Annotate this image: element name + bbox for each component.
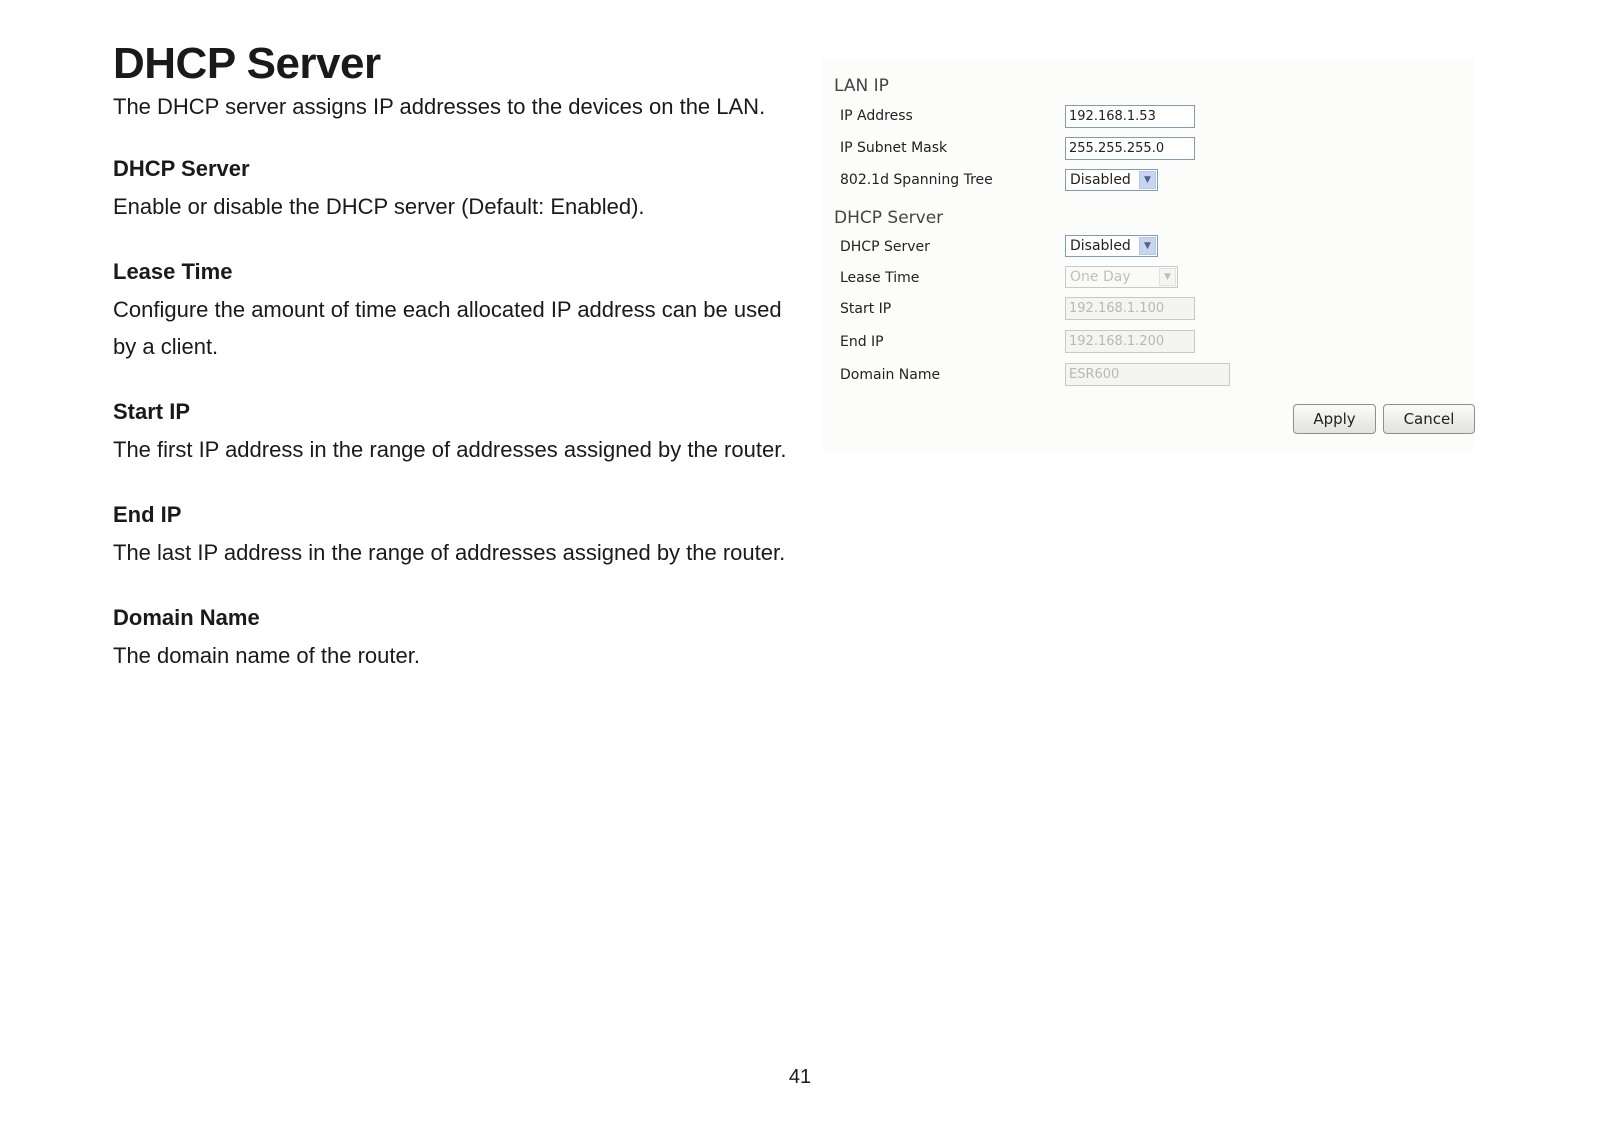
start-ip-label: Start IP (840, 301, 892, 317)
spanning-tree-label: 802.1d Spanning Tree (840, 172, 993, 188)
section-end-ip (113, 500, 793, 571)
end-ip-label: End IP (840, 334, 884, 350)
page-title: DHCP Server (113, 39, 381, 88)
lease-time-label: Lease Time (840, 270, 920, 286)
subnet-mask-field[interactable]: 255.255.255.0 (1065, 137, 1195, 160)
subnet-mask-label: IP Subnet Mask (840, 140, 948, 156)
domain-name-label: Domain Name (840, 367, 941, 383)
ip-address-field[interactable]: 192.168.1.53 (1065, 105, 1195, 128)
lease-time-value: One Day (1070, 269, 1131, 285)
spanning-tree-select[interactable] (1065, 169, 1158, 191)
dhcp-server-select[interactable] (1065, 235, 1158, 257)
section-start-ip (113, 397, 793, 468)
chevron-down-icon: ▼ (1139, 171, 1156, 189)
spanning-tree-value: Disabled (1070, 172, 1131, 188)
domain-name-field[interactable]: ESR600 (1065, 363, 1230, 386)
lease-time-select[interactable] (1065, 266, 1178, 288)
cancel-button[interactable]: Cancel (1383, 404, 1475, 434)
section-text: The last IP address in the range of addresses assigned by the router. (113, 540, 786, 565)
chevron-down-icon: ▼ (1159, 268, 1176, 286)
section-domain-name (113, 603, 793, 674)
end-ip-field[interactable]: 192.168.1.200 (1065, 330, 1195, 353)
apply-button[interactable]: Apply (1293, 404, 1376, 434)
section-text: The domain name of the router. (113, 643, 420, 668)
dhcp-server-value: Disabled (1070, 238, 1131, 254)
section-heading: End IP (113, 502, 182, 527)
start-ip-field[interactable]: 192.168.1.100 (1065, 297, 1195, 320)
router-settings-screenshot (822, 58, 1474, 453)
dhcp-server-label: DHCP Server (840, 239, 930, 255)
section-heading: Start IP (113, 399, 191, 424)
dhcp-group-label: DHCP Server (834, 208, 944, 228)
page-number: 41 (788, 1066, 812, 1088)
section-text: Enable or disable the DHCP server (Default: Enabled). (113, 194, 645, 219)
section-heading: Lease Time (113, 259, 233, 284)
section-lease-time (113, 257, 793, 365)
manual-text-column (113, 36, 793, 674)
intro-text: The DHCP server assigns IP addresses to the devices on the LAN. (113, 94, 766, 119)
lan-ip-group-label: LAN IP (834, 76, 889, 96)
section-heading: Domain Name (113, 605, 260, 630)
section-dhcp-server (113, 154, 793, 225)
section-text: Configure the amount of time each allocated IP address can be used by a client. (113, 297, 782, 359)
section-heading: DHCP Server (113, 156, 250, 181)
ip-address-label: IP Address (840, 108, 913, 124)
section-text: The first IP address in the range of addresses assigned by the router. (113, 437, 787, 462)
chevron-down-icon: ▼ (1139, 237, 1156, 255)
